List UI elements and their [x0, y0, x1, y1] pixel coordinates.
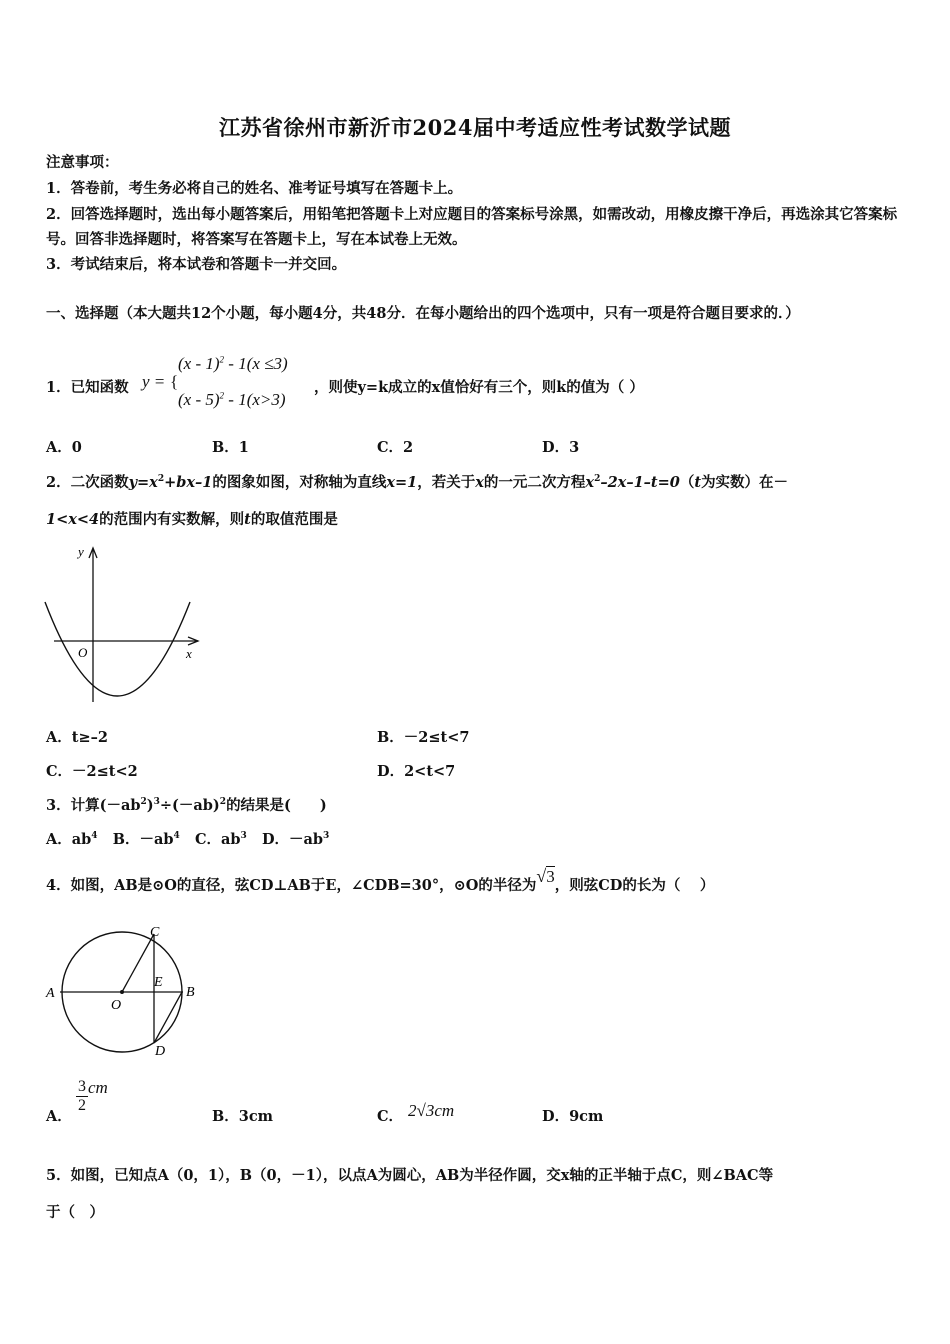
q2-parabola-graph	[40, 540, 210, 705]
label-a: A	[46, 986, 55, 1001]
q2-option-b[interactable]: B．－2≤t<7	[377, 729, 470, 746]
x-axis-label: x	[186, 646, 192, 661]
q1-case-2: (x - 5)$^2$ - 1(x>3)	[178, 390, 286, 409]
q2-option-a[interactable]: A．t≥–2	[46, 729, 108, 746]
center-point	[120, 990, 124, 994]
label-c: C	[150, 925, 160, 940]
q3-option-b[interactable]: B．$-ab^4$	[112, 831, 180, 848]
q2-option-d[interactable]: D．2<t<7	[377, 763, 456, 780]
q2-option-c[interactable]: C．－2≤t<2	[46, 763, 138, 780]
q5-line-2: 于（ ）	[46, 1204, 104, 1221]
notice-heading: 注意事项：	[46, 154, 119, 171]
q4-option-c-value[interactable]: 2√3cm	[408, 1101, 455, 1120]
q1-option-a[interactable]: A．0	[46, 439, 82, 456]
q1-suffix: ，则使y=k成立的x值恰好有三个，则k的值为（ ）	[314, 379, 644, 396]
q4-option-b[interactable]: B．3cm	[212, 1108, 274, 1125]
segment-oc	[122, 934, 154, 992]
q1-func-lhs: y =	[142, 372, 166, 391]
notice-item-2: 2．回答选择题时，选出每小题答案后，用铅笔把答题卡上对应题目的答案标号涂黑，如需改动，用橡皮擦干净后，再选涂其它答案标号。回答非选择题时，将答案写在答题卡上，写在本试卷上无效。	[46, 206, 898, 248]
q1-prefix: 1．已知函数	[46, 379, 129, 396]
label-e: E	[154, 975, 163, 990]
label-d: D	[155, 1044, 166, 1059]
page-title: 江苏省徐州市新沂市2024届中考适应性考试数学试题	[219, 115, 731, 140]
q1-option-b[interactable]: B．1	[212, 439, 249, 456]
q4-stem: 4．如图，AB是⊙O的直径，弦CD⊥AB于E，∠CDB=30°，⊙O的半径为√3，则弦CD的长为（ ）	[46, 866, 715, 894]
y-axis-label: y	[78, 544, 84, 559]
q4-option-a-label[interactable]: A．	[46, 1108, 72, 1125]
q1-option-c[interactable]: C．2	[377, 439, 414, 456]
notice-item-1: 1．答卷前，考生务必将自己的姓名、准考证号填写在答题卡上。	[46, 180, 463, 197]
q3-option-d[interactable]: D．$-ab^3$	[261, 831, 330, 848]
q4-option-c-label[interactable]: C．	[377, 1108, 404, 1125]
q3-stem: 3．计算$(-ab^2)^3\div(-ab)^2$的结果是( )	[46, 797, 327, 814]
origin-label: O	[78, 645, 88, 660]
sqrt-sign: √	[536, 866, 547, 886]
q3-options	[46, 828, 329, 849]
q1-brace: {	[170, 372, 179, 391]
q2-line-2: 1<x<4的范围内有实数解，则t的取值范围是	[46, 511, 338, 528]
q4-circle-diagram	[40, 922, 210, 1062]
notice-item-3: 3．考试结束后，将本试卷和答题卡一并交回。	[46, 256, 347, 273]
q3-option-c[interactable]: C．$ab^3$	[194, 831, 247, 848]
label-b: B	[186, 985, 195, 1000]
q3-option-a[interactable]: A．$ab^4$	[46, 831, 98, 848]
label-o: O	[111, 998, 122, 1013]
section-1-heading: 一、选择题（本大题共12个小题，每小题4分，共48分．在每小题给出的四个选项中，只有一项是符合题目要求的．）	[46, 305, 800, 322]
q5-line-1: 5．如图，已知点A（0，1），B（0，－1），以点A为圆心，AB为半径作圆，交x轴的正半轴于点C，则∠BAC等	[46, 1167, 774, 1184]
q1-case-1: (x - 1)$^2$ - 1(x ≤3)	[178, 354, 288, 373]
q1-option-d[interactable]: D．3	[542, 439, 580, 456]
segment-db	[154, 992, 182, 1043]
q2-line-1: 2．二次函数$y=x^2+bx-1$的图象如图，对称轴为直线x=1，若关于x的一元二次方程$x^2-2x-1-t=0(t$为实数）在－	[46, 474, 789, 491]
q4-option-a-value[interactable]: $\frac{3}{2}$ cm	[78, 1078, 108, 1114]
parabola-curve	[45, 602, 190, 696]
q4-option-d[interactable]: D．9cm	[542, 1108, 604, 1125]
